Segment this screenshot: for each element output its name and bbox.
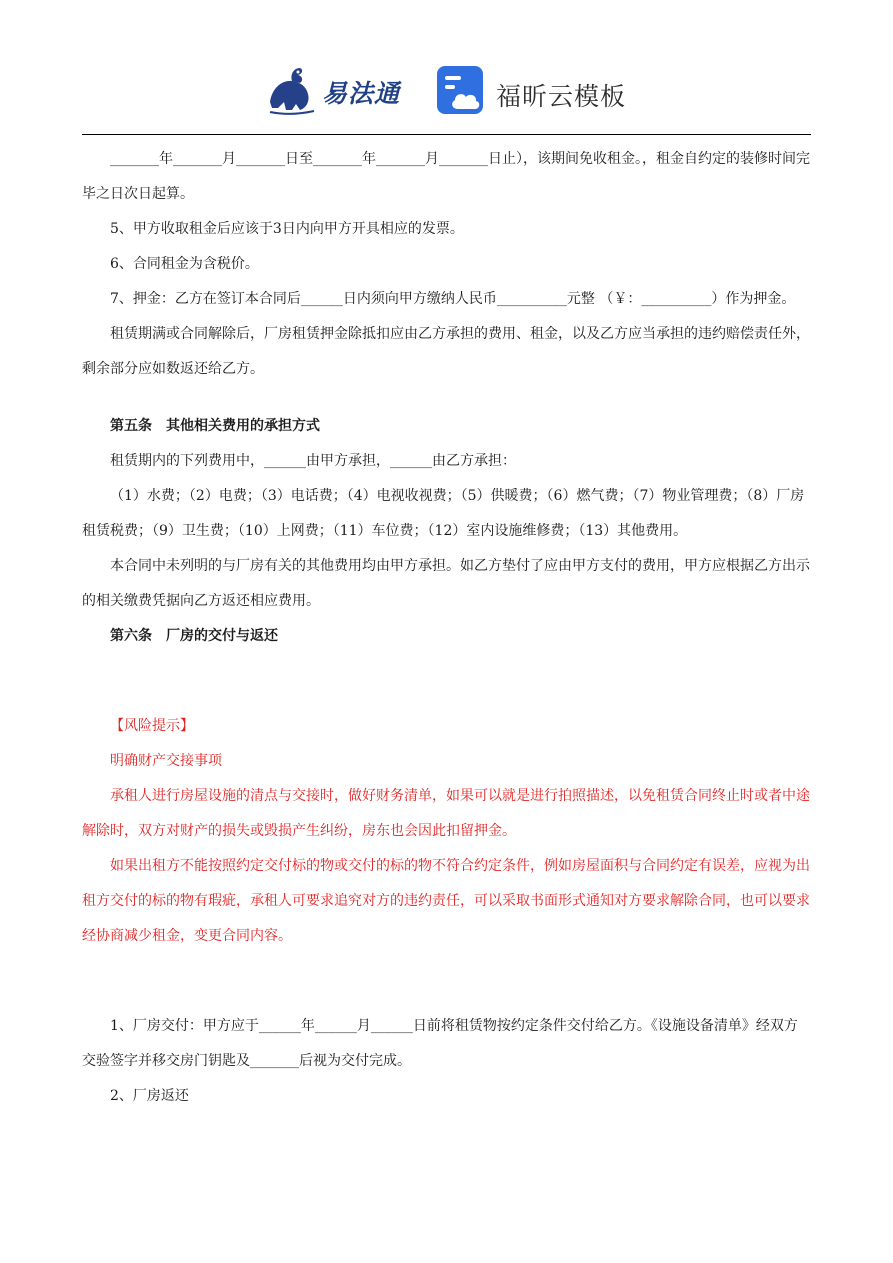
paragraph-deposit-return: 租赁期满或合同解除后，厂房租赁押金除抵扣应由乙方承担的费用、租金，以及乙方应当承担的违约赔偿责任外，剩余部分应如数返还给乙方。 bbox=[82, 326, 810, 377]
yifatong-logo bbox=[262, 64, 422, 118]
paragraph-fee-split: 租赁期内的下列费用中，______由甲方承担，______由乙方承担： bbox=[110, 453, 516, 469]
document-body bbox=[82, 142, 811, 1114]
foxit-brand-text: 福昕云模板 bbox=[496, 82, 627, 111]
foxit-template-logo bbox=[436, 64, 656, 118]
header-divider bbox=[82, 134, 811, 135]
paragraph-deposit: 7、押金：乙方在签订本合同后______日内须向甲方缴纳人民币__________元整 （￥：__________）作为押金。 bbox=[110, 291, 796, 307]
risk-tip-defect: 如果出租方不能按照约定交付标的物或交付的标的物不符合约定条件，例如房屋面积与合同约定有误差，应视为出租方交付的标的物有瑕疵，承租人可要求追究对方的违约责任，可以采取书面形式通知对方要求解除合同，也可以要求经协商减少租金，变更合同内容。 bbox=[82, 858, 810, 944]
paragraph-other-fees: 本合同中未列明的与厂房有关的其他费用均由甲方承担。如乙方垫付了应由甲方支付的费用，甲方应根据乙方出示的相关缴费凭据向乙方返还相应费用。 bbox=[82, 558, 810, 609]
yifatong-brand-text: 易法通 bbox=[322, 79, 401, 108]
page-header bbox=[0, 56, 893, 126]
paragraph-fee-list: （1）水费；（2）电费；（3）电话费；（4）电视收视费；（5）供暖费；（6）燃气费；（7）物业管理费；（8）厂房租赁税费；（9）卫生费；（10）上网费；（11）车位费；（12）室内设施维修费；（13）其他费用。 bbox=[82, 488, 805, 539]
paragraph-delivery: 1、厂房交付：甲方应于______年______月______日前将租赁物按约定条件交付给乙方。《设施设备清单》经双方交验签字并移交房门钥匙及_______后视为交付完成。 bbox=[82, 1018, 798, 1069]
paragraph-tax-inclusive: 6、合同租金为含税价。 bbox=[110, 256, 259, 272]
paragraph-rent-free-period: _______年_______月_______日至_______年_______月_______日止），该期间免收租金。，租金自约定的装修时间完毕之日次日起算。 bbox=[82, 151, 810, 202]
article-6-heading: 第六条 厂房的交付与返还 bbox=[110, 628, 278, 644]
article-5-heading: 第五条 其他相关费用的承担方式 bbox=[110, 418, 320, 434]
risk-tip-title: 【风险提示】 bbox=[110, 718, 194, 734]
cloud-document-icon bbox=[436, 65, 488, 117]
paragraph-return: 2、厂房返还 bbox=[110, 1088, 189, 1104]
qilin-emblem-icon bbox=[262, 64, 320, 118]
risk-tip-inventory: 承租人进行房屋设施的清点与交接时，做好财务清单，如果可以就是进行拍照描述，以免租赁合同终止时或者中途解除时，双方对财产的损失或毁损产生纠纷，房东也会因此扣留押金。 bbox=[82, 788, 810, 839]
paragraph-invoice: 5、甲方收取租金后应该于3日内向甲方开具相应的发票。 bbox=[110, 221, 464, 237]
risk-tip-subtitle: 明确财产交接事项 bbox=[110, 753, 222, 769]
